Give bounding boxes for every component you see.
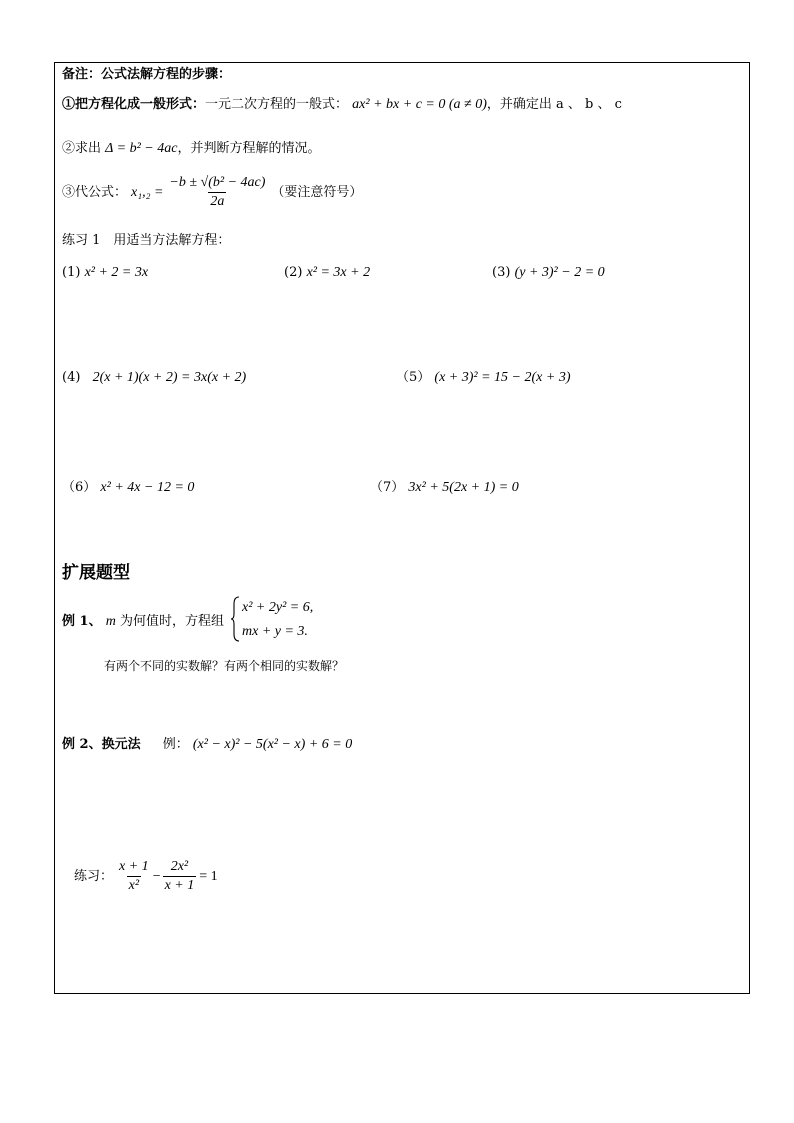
formula-numerator: −b ± √(b² − 4ac)	[169, 175, 266, 190]
example1-label: 例 1、	[62, 614, 102, 629]
system-equation-2: mx + y = 3.	[242, 624, 308, 639]
item-label: (1)	[62, 265, 81, 280]
step1-suffix: ，并确定出 a 、 b 、 c	[486, 97, 622, 112]
item-equation: (x + 3)² = 15 − 2(x + 3)	[434, 370, 571, 385]
step1-line	[62, 98, 622, 112]
practice-line	[74, 860, 218, 893]
exercise-item	[370, 481, 519, 495]
example2-equation: (x² − x)² − 5(x² − x) + 6 = 0	[192, 737, 353, 752]
exercise-item	[62, 371, 246, 385]
exercise-item	[62, 481, 194, 495]
exercise-item	[284, 266, 370, 280]
fraction-numerator: 2x²	[170, 859, 189, 874]
system-equation-1: x² + 2y² = 6,	[242, 600, 314, 615]
item-equation: x² + 4x − 12 = 0	[100, 480, 195, 495]
step1-label: ①把方程化成一般形式：	[62, 97, 206, 112]
item-label: （7）	[370, 480, 405, 495]
item-label: (3)	[492, 265, 511, 280]
step1-text: 一元二次方程的一般式：	[205, 97, 349, 112]
extension-heading: 扩展题型	[62, 563, 130, 583]
fraction-denominator: x²	[128, 878, 140, 893]
example1-text: 为何值时，方程组	[119, 614, 224, 629]
step2-prefix: ②求出	[62, 141, 102, 156]
example2-label: 例 2、换元法	[62, 737, 141, 752]
fraction-numerator: x + 1	[119, 859, 149, 874]
system-brace-icon	[230, 596, 240, 642]
formula-denominator: 2a	[210, 194, 225, 209]
step1-formula: ax² + bx + c = 0 (a ≠ 0)	[352, 97, 487, 112]
notes-title: 备注：公式法解方程的步骤：	[62, 67, 232, 82]
exercise1-title: 练习 1 用适当方法解方程：	[62, 233, 231, 248]
item-equation: x² + 2 = 3x	[84, 265, 149, 280]
item-equation: 3x² + 5(2x + 1) = 0	[408, 480, 519, 495]
example2-prefix: 例：	[162, 737, 189, 752]
example1-line	[62, 615, 224, 629]
step3-line	[62, 176, 362, 209]
item-label: （6）	[62, 480, 97, 495]
exercise-item	[492, 266, 605, 280]
step2-formula: Δ = b² − 4ac	[105, 141, 178, 156]
quadratic-formula	[167, 176, 267, 209]
example1-variable: m	[105, 614, 116, 629]
example2-line	[62, 738, 352, 752]
item-equation: 2(x + 1)(x + 2) = 3x(x + 2)	[92, 370, 247, 385]
step3-lhs: x₁,₂ =	[131, 184, 164, 200]
exercise-item	[62, 266, 148, 280]
practice-fraction-1	[117, 860, 151, 893]
item-label: (4)	[62, 370, 81, 385]
step3-prefix: ③代公式：	[62, 185, 128, 200]
step2-suffix: ，并判断方程解的情况。	[177, 141, 321, 156]
item-label: (2)	[284, 265, 303, 280]
exercise-item	[396, 371, 570, 385]
item-equation: (y + 3)² − 2 = 0	[514, 265, 605, 280]
step2-line	[62, 142, 320, 156]
item-equation: x² = 3x + 2	[306, 265, 371, 280]
fraction-denominator: x + 1	[164, 878, 195, 893]
step3-suffix: （要注意符号）	[271, 185, 363, 200]
practice-label: 练习：	[74, 869, 114, 884]
practice-fraction-2	[163, 860, 197, 893]
practice-minus: −	[152, 868, 161, 884]
item-label: （5）	[396, 370, 431, 385]
example1-question: 有两个不同的实数解？有两个相同的实数解？	[104, 659, 345, 673]
practice-rhs: = 1	[199, 868, 218, 884]
